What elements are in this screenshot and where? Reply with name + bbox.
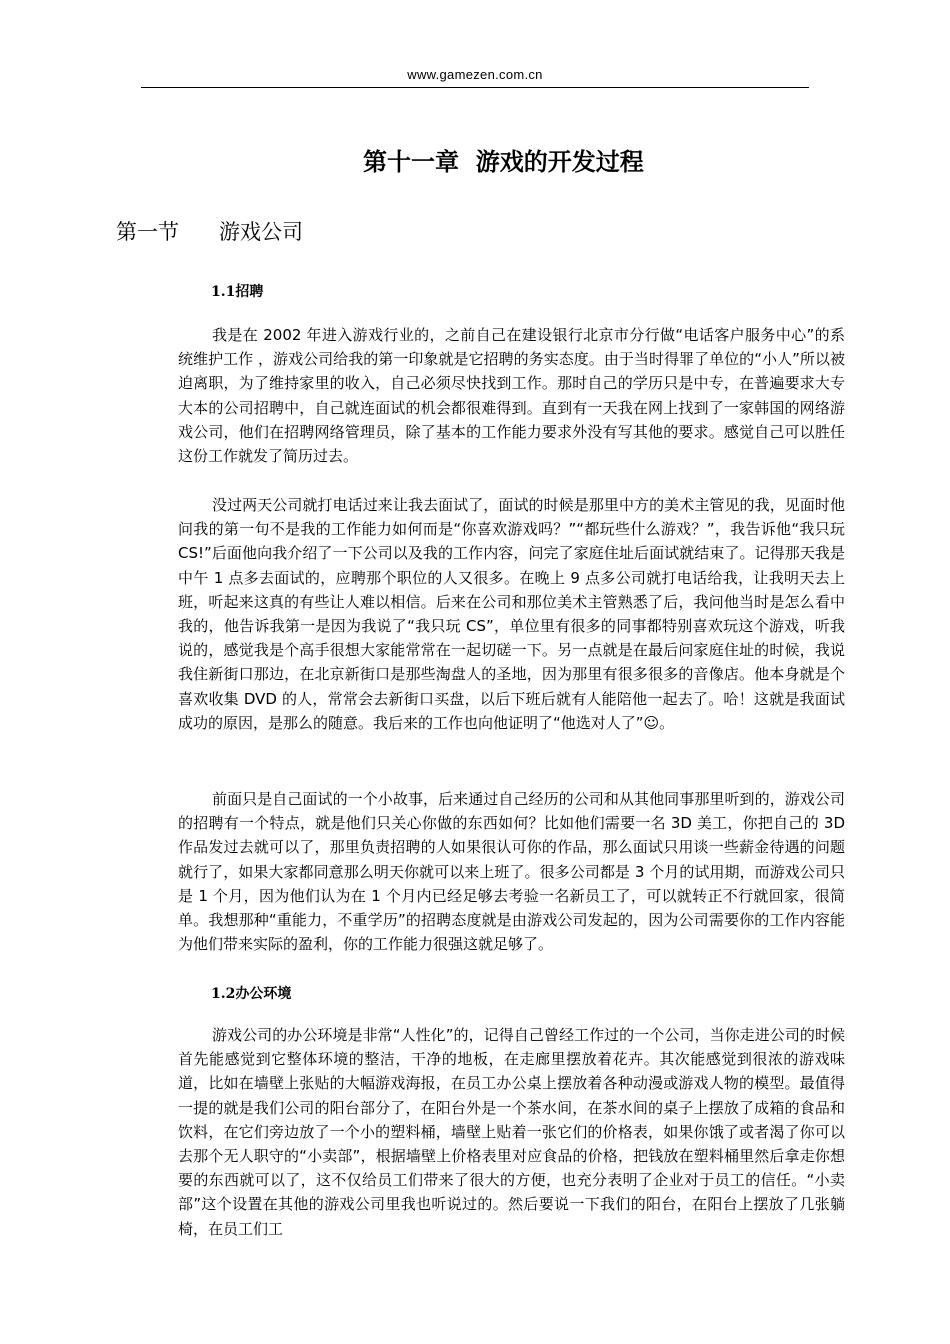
chapter-title: 第十一章 游戏的开发过程 <box>363 148 644 176</box>
subsection-title: 招聘 <box>235 284 264 300</box>
paragraph: 没过两天公司就打电话过来让我去面试了，面试的时候是那里中方的美术主管见的我，见面时他问我的第一句不是我的工作能力如何而是“你喜欢游戏吗？”“都玩些什么游戏？”，我告诉他“我只玩 CS!”后面他向我介绍了一下公司以及我的工作内容，问完了家庭住址后面试就结束了。记得那天我是中午 1 点多去面试的，应聘那个职位的人又很多。在晚上 9 点多公司就打电话给我，让我明天去上班，听起来这真的有些让人难以相信。后来在公司和那位美术主管熟悉了后，我问他当时是怎么看中我的，他告诉我第一是因为我说了“我只玩 CS”，单位里有很多的同事都特别喜欢玩这个游戏，听我说的，感觉我是个高手很想大家能常常在一起切磋一下。另一点就是在最后问家庭住址的时候，我说我住新街口那边，在北京新街口是那些淘盘人的圣地，因为那里有很多很多的音像店。他本身就是个喜欢收集 DVD 的人，常常会去新街口买盘，以后下班后就有人能陪他一起去了。哈！这就是我面试成功的原因，是那么的随意。我后来的工作也向他证明了“他选对人了”☺。 <box>178 496 845 732</box>
subsection-title: 办公环境 <box>235 986 292 1002</box>
paragraph: 游戏公司的办公环境是非常“人性化”的，记得自己曾经工作过的一个公司，当你走进公司的时候首先能感觉到它整体环境的整洁，干净的地板，在走廊里摆放着花卉。其次能感觉到很浓的游戏味道，比如在墙壁上张贴的大幅游戏海报，在员工办公桌上摆放着各种动漫或游戏人物的模型。最值得一提的就是我们公司的阳台部分了，在阳台外是一个茶水间，在茶水间的桌子上摆放了成箱的食品和饮料，在它们旁边放了一个小的塑料桶，墙壁上贴着一张它们的价格表，如果你饿了或者渴了你可以去那个无人职守的“小卖部”，根据墙壁上价格表里对应食品的价格，把钱放在塑料桶里然后拿走你想要的东西就可以了，这不仅给员工们带来了很大的方便，也充分表明了企业对于员工的信任。“小卖部”这个设置在其他的游戏公司里我也听说过的。然后要说一下我们的阳台，在阳台上摆放了几张躺椅，在员工们工 <box>178 1026 845 1238</box>
header-divider <box>141 87 809 88</box>
subsection-heading-office-environment <box>211 984 291 1004</box>
paragraph: 前面只是自己面试的一个小故事，后来通过自己经历的公司和从其他同事那里听到的，游戏公司的招聘有一个特点，就是他们只关心你做的东西如何？比如他们需要一名 3D 美工，你把自己的 3D 作品发过去就可以了，那里负责招聘的人如果很认可你的作品，那么面试只用谈一些薪金待遇的问题就行了，如果大家都同意那么明天你就可以来上班了。很多公司都是 3 个月的试用期，而游戏公司只是 1 个月，因为他们认为在 1 个月内已经足够去考验一名新员工了，可以就转正不行就回家，很简单。我想那种“重能力，不重学历”的招聘态度就是由游戏公司发起的，因为公司需要你的工作内容能为他们带来实际的盈利，你的工作能力很强这就足够了。 <box>178 790 845 954</box>
subsection-heading-recruitment <box>211 282 263 302</box>
subsection-number: 1.2 <box>211 986 236 1002</box>
page-header-url: www.gamezen.com.cn <box>407 67 543 82</box>
section-title: 第一节 游戏公司 <box>116 220 304 244</box>
paragraph: 我是在 2002 年进入游戏行业的，之前自己在建设银行北京市分行做“电话客户服务中心”的系统维护工作 ，游戏公司给我的第一印象就是它招聘的务实态度。由于当时得罪了单位的“小人”所以被迫离职，为了维持家里的收入，自己必须尽快找到工作。那时自己的学历只是中专，在普遍要求大专大本的公司招聘中，自己就连面试的机会都很难得到。直到有一天我在网上找到了一家韩国的网络游戏公司，他们在招聘网络管理员，除了基本的工作能力要求外没有写其他的要求。感觉自己可以胜任这份工作就发了简历过去。 <box>178 326 845 466</box>
subsection-number: 1.1 <box>211 284 236 300</box>
